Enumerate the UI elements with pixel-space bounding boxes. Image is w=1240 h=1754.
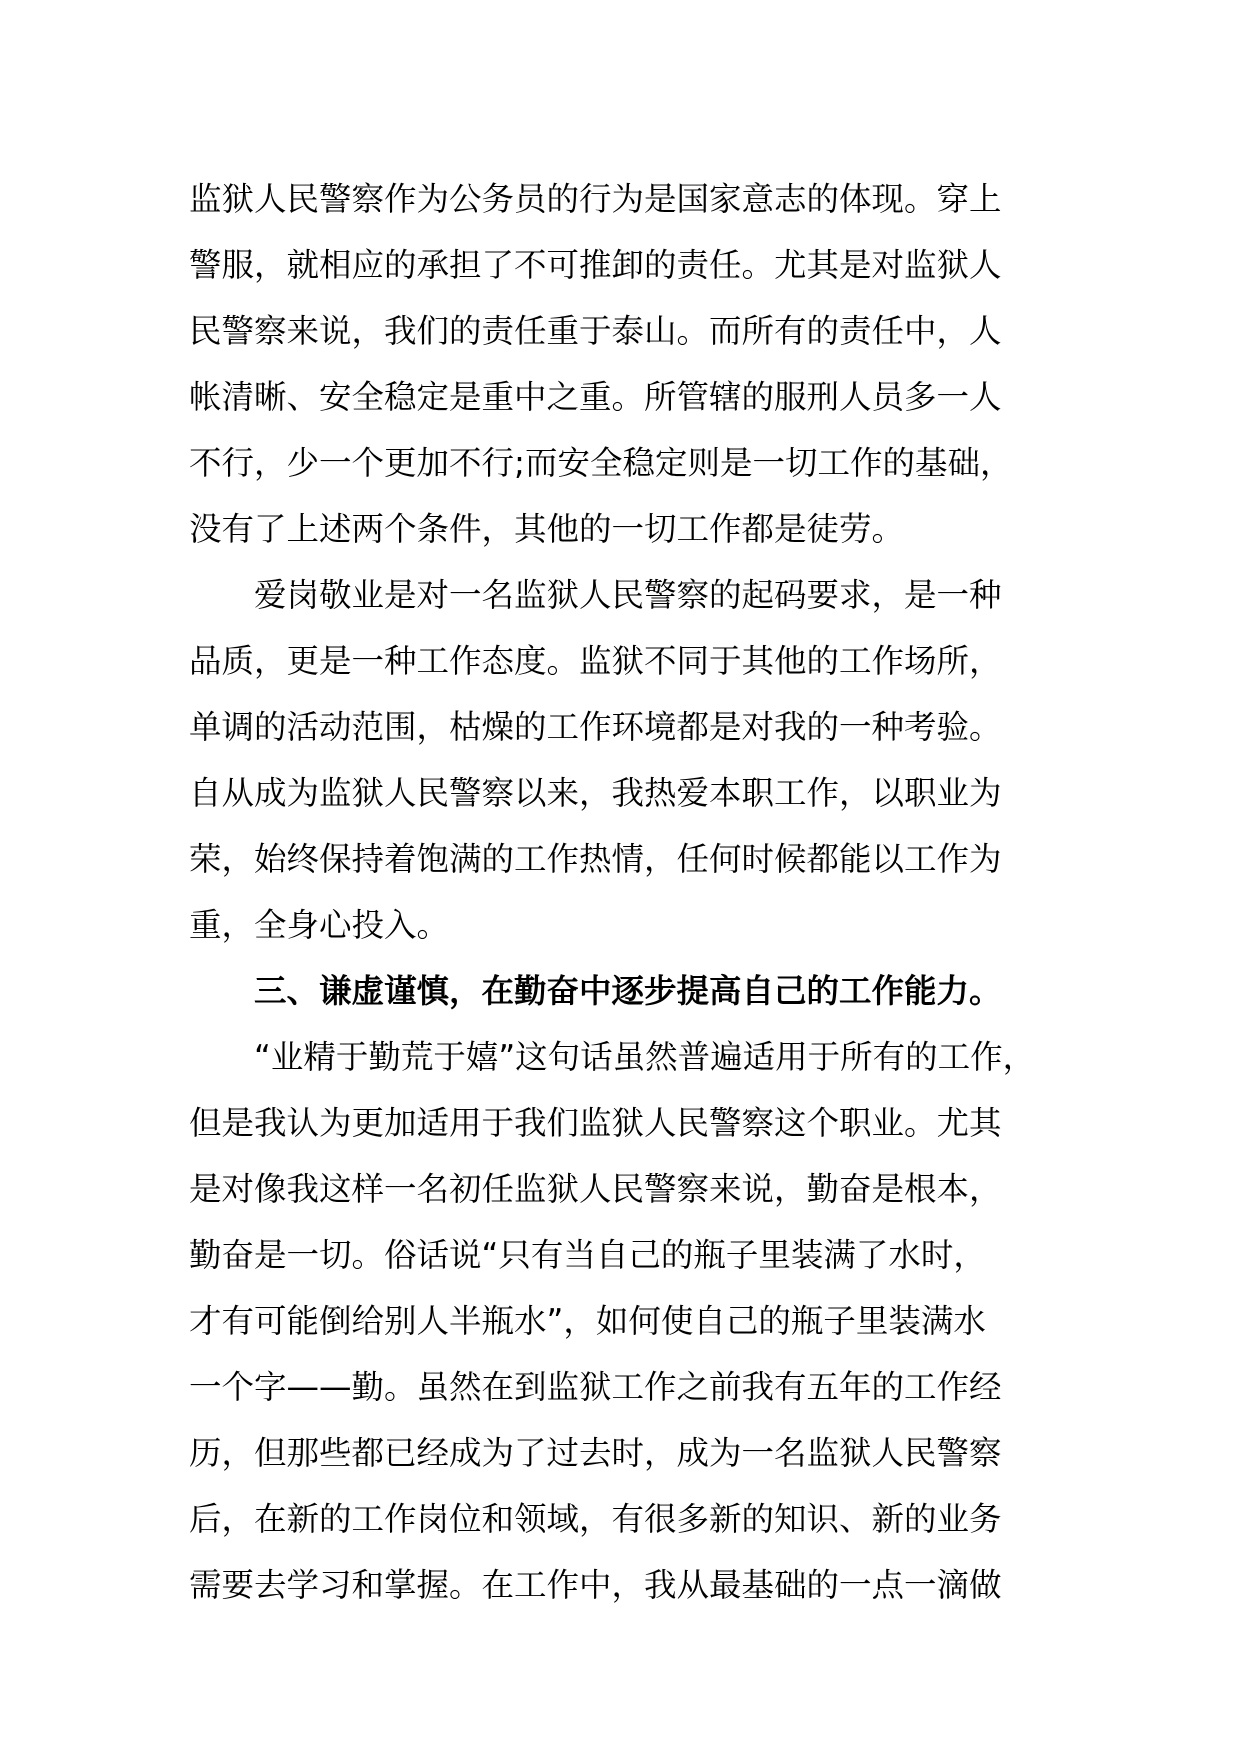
text-line: 重，全身心投入。 <box>189 906 450 944</box>
text-line: 警服，就相应的承担了不可推卸的责任。尤其是对监狱人 <box>189 246 1002 284</box>
text-line: 品质，更是一种工作态度。监狱不同于其他的工作场所， <box>189 642 1002 680</box>
text-line: 但是我认为更加适用于我们监狱人民警察这个职业。尤其 <box>189 1104 1002 1142</box>
document-body <box>189 166 1089 1618</box>
text-line: 没有了上述两个条件，其他的一切工作都是徒劳。 <box>189 510 905 548</box>
text-line: 后，在新的工作岗位和领域，有很多新的知识、新的业务 <box>189 1500 1002 1538</box>
text-line: 历，但那些都已经成为了过去时，成为一名监狱人民警察 <box>189 1434 1002 1472</box>
paragraph-first-line: 爱岗敬业是对一名监狱人民警察的起码要求，是一种 <box>254 576 1002 614</box>
text-line: 才有可能倒给别人半瓶水”，如何使自己的瓶子里装满水 <box>189 1302 986 1340</box>
paragraph-first-line: “业精于勤荒于嬉”这句话虽然普遍适用于所有的工作， <box>254 1038 1036 1076</box>
text-line: 是对像我这样一名初任监狱人民警察来说，勤奋是根本， <box>189 1170 1002 1208</box>
text-line: 监狱人民警察作为公务员的行为是国家意志的体现。穿上 <box>189 180 1002 218</box>
text-line: 一个字——勤。虽然在到监狱工作之前我有五年的工作经 <box>189 1368 1002 1406</box>
text-line: 荣，始终保持着饱满的工作热情，任何时候都能以工作为 <box>189 840 1002 878</box>
text-line: 不行，少一个更加不行;而安全稳定则是一切工作的基础， <box>189 444 1013 482</box>
text-line: 民警察来说，我们的责任重于泰山。而所有的责任中，人 <box>189 312 1002 350</box>
text-line: 勤奋是一切。俗话说“只有当自己的瓶子里装满了水时， <box>189 1236 986 1274</box>
text-line: 自从成为监狱人民警察以来，我热爱本职工作，以职业为 <box>189 774 1002 812</box>
section-heading: 三、谦虚谨慎，在勤奋中逐步提高自己的工作能力。 <box>254 972 1002 1010</box>
text-line: 单调的活动范围，枯燥的工作环境都是对我的一种考验。 <box>189 708 1002 746</box>
text-line: 需要去学习和掌握。在工作中，我从最基础的一点一滴做 <box>189 1566 1002 1604</box>
text-line: 帐清晰、安全稳定是重中之重。所管辖的服刑人员多一人 <box>189 378 1002 416</box>
